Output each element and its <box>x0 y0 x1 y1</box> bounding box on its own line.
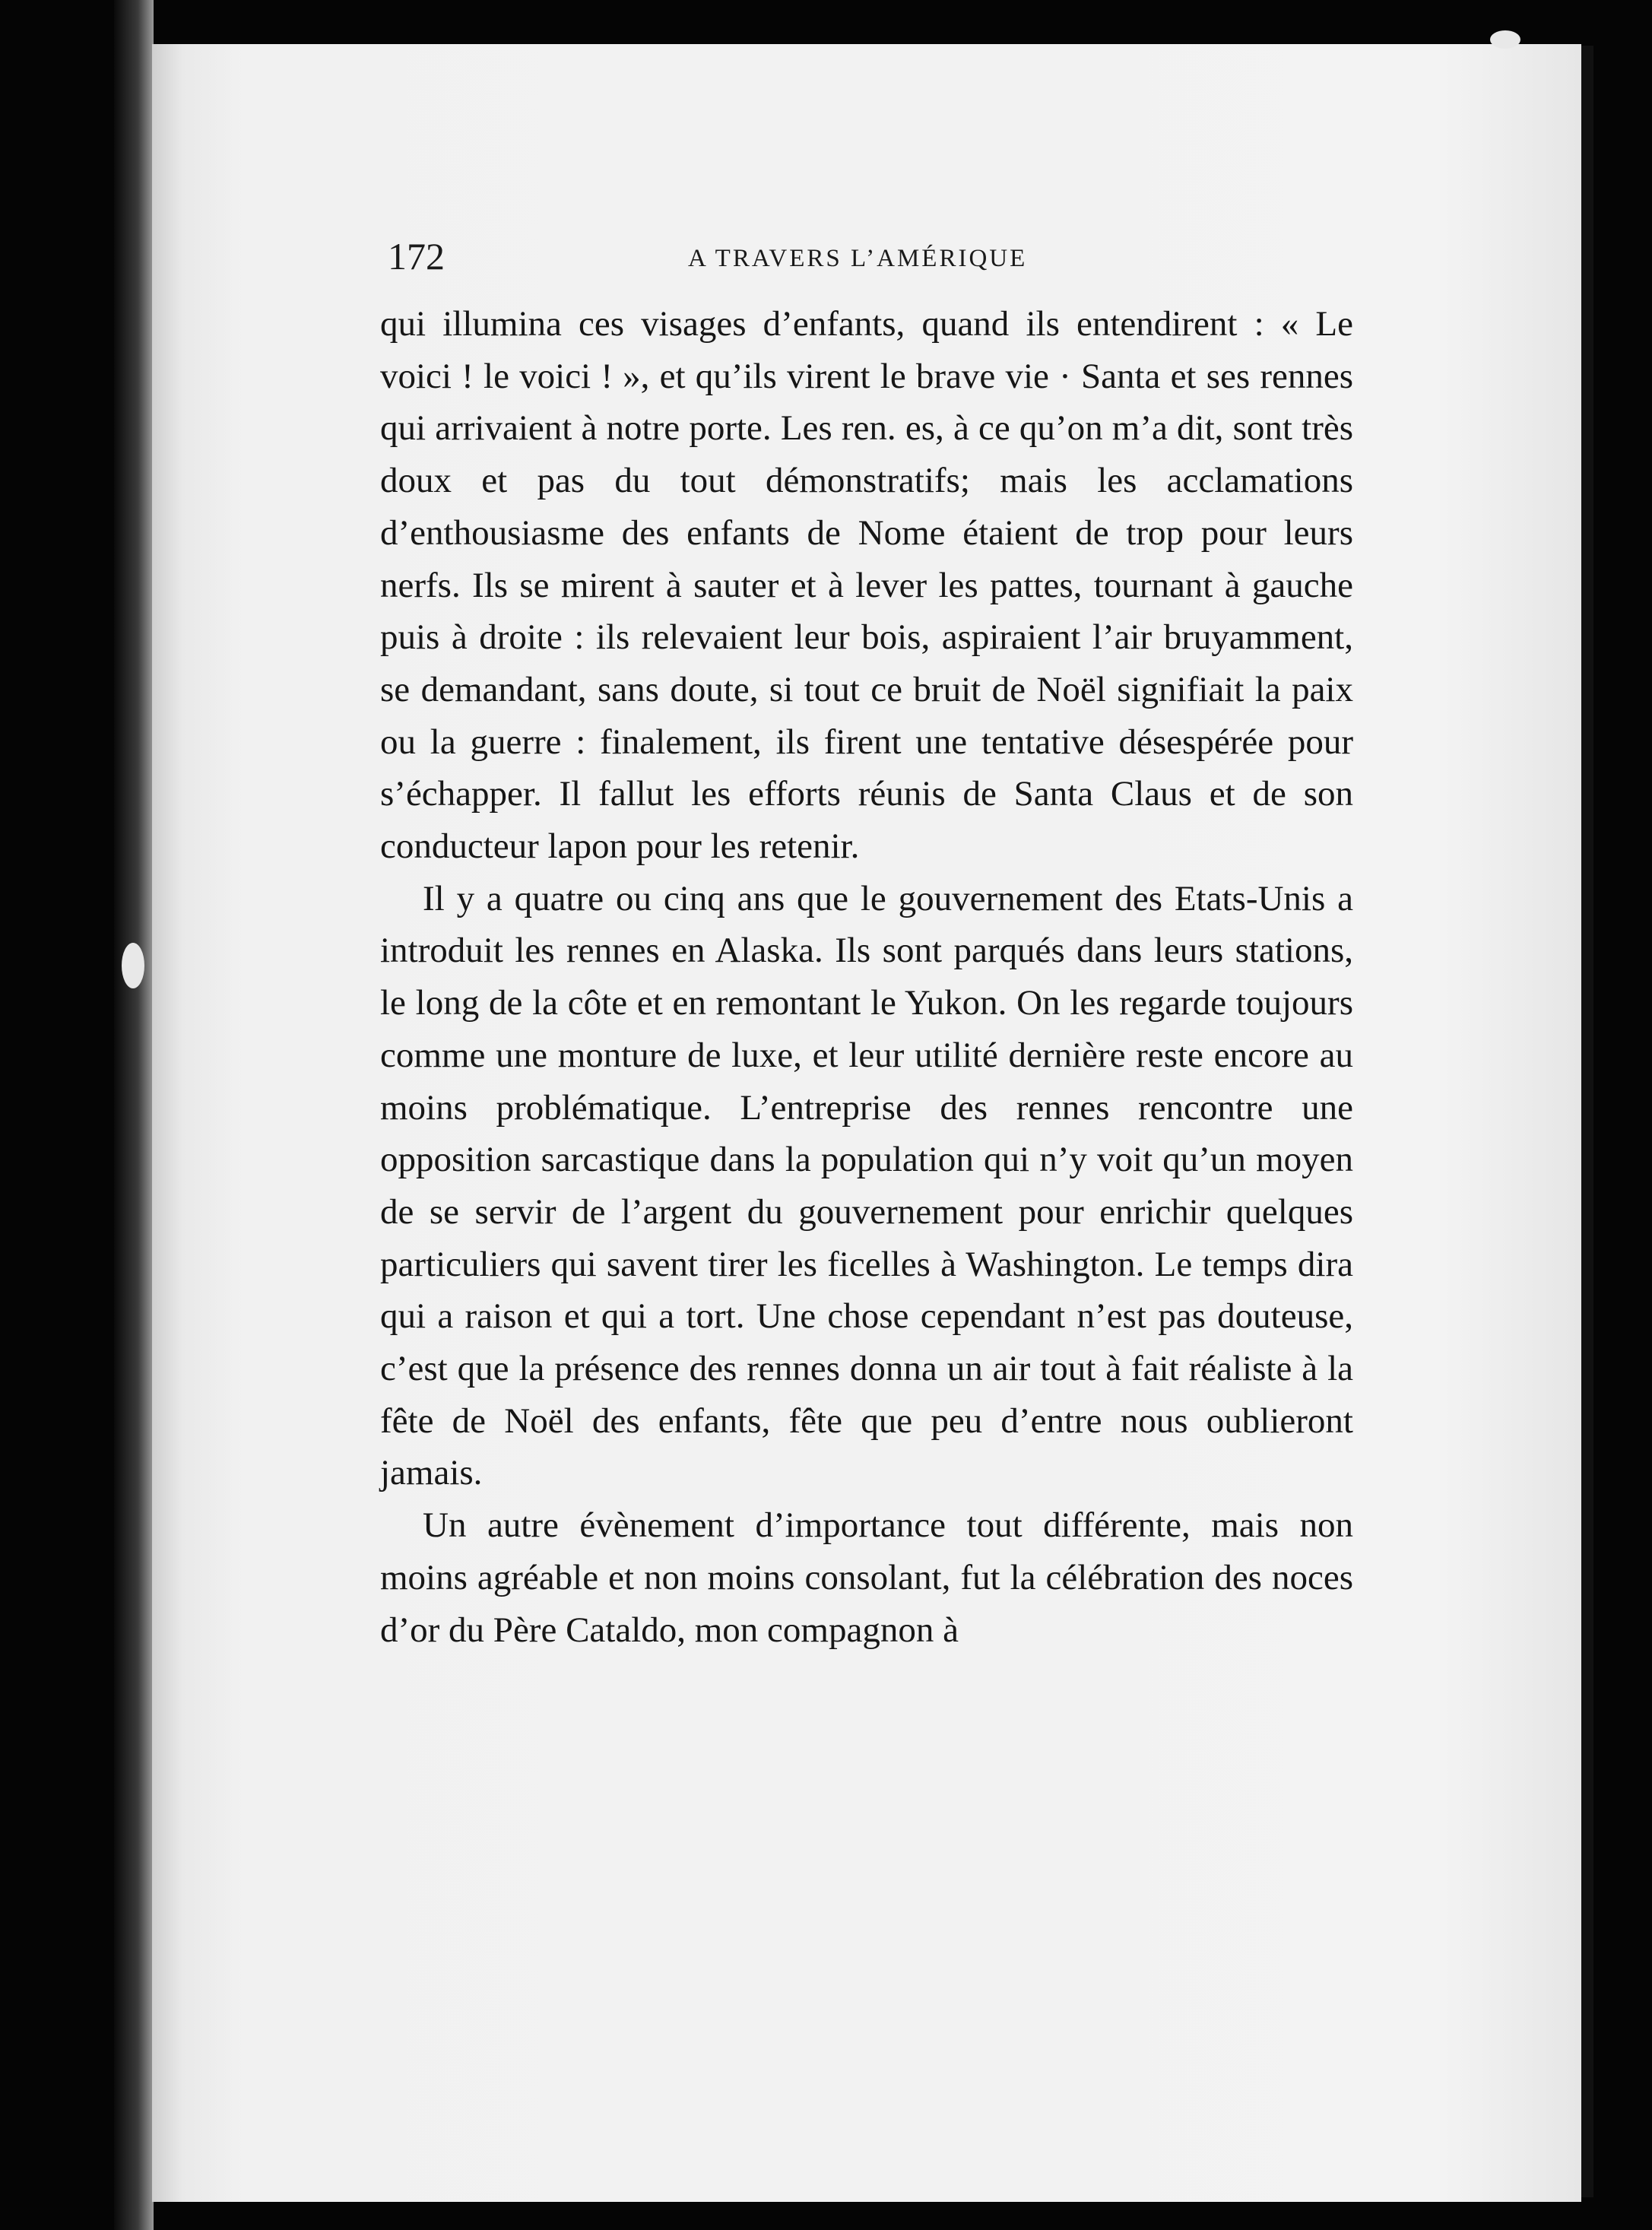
book-gutter-shadow <box>114 0 154 2230</box>
paragraph: Il y a quatre ou cinq ans que le gouvernement des Etats-Unis a introduit les rennes en Alaska. Ils sont parqués dans leurs stations, le long de la côte et en remontant le Yukon. On les regarde toujours comme une monture de luxe, et leur utilité dernière reste encore au moins problématique. L’entreprise des rennes rencontre une opposition sarcastique dans la population qui n’y voit qu’un moyen de se servir de l’argent du gouvernement pour enrichir quelques particuliers qui savent tirer les ficelles à Washington. Le temps dira qui a raison et qui a tort. Une chose cependant n’est pas douteuse, c’est que la présence des rennes donna un air tout à fait réaliste à la fête de Noël des enfants, fête que peu d’entre nous oublieront jamais. <box>380 878 1353 1493</box>
paragraph: Un autre évènement d’importance tout différente, mais non moins agréable et non moins consolant, fut la célébration des noces d’or du Père Cataldo, mon compagnon à <box>380 1505 1353 1650</box>
page-header <box>388 234 1376 280</box>
page-edge-shadow <box>1581 46 1593 2197</box>
page-number: 172 <box>388 235 445 278</box>
paragraph: qui illumina ces visages d’enfants, quand ils entendirent : « Le voici ! le voici ! », et qu’ils virent le brave vie · Santa et ses rennes qui arrivaient à notre porte. Les ren. es, à ce qu’on m’a dit, sont très doux et pas du tout démonstratifs; mais les acclamations d’enthousiasme des enfants de Nome étaient de trop pour leurs nerfs. Ils se mirent à sauter et à lever les pattes, tournant à gauche puis à droite : ils relevaient leur bois, aspiraient l’air bruyamment, se demandant, sans doute, si tout ce bruit de Noël signifiait la paix ou la guerre : finalement, ils firent une tentative désespérée pour s’échapper. Il fallut les efforts réunis de Santa Claus et de son conducteur lapon pour les retenir. <box>380 304 1353 867</box>
scan-speck <box>122 943 144 988</box>
body-text <box>380 298 1353 1656</box>
running-title: A TRAVERS L’AMÉRIQUE <box>688 245 1028 272</box>
scan-speck <box>1490 30 1520 49</box>
